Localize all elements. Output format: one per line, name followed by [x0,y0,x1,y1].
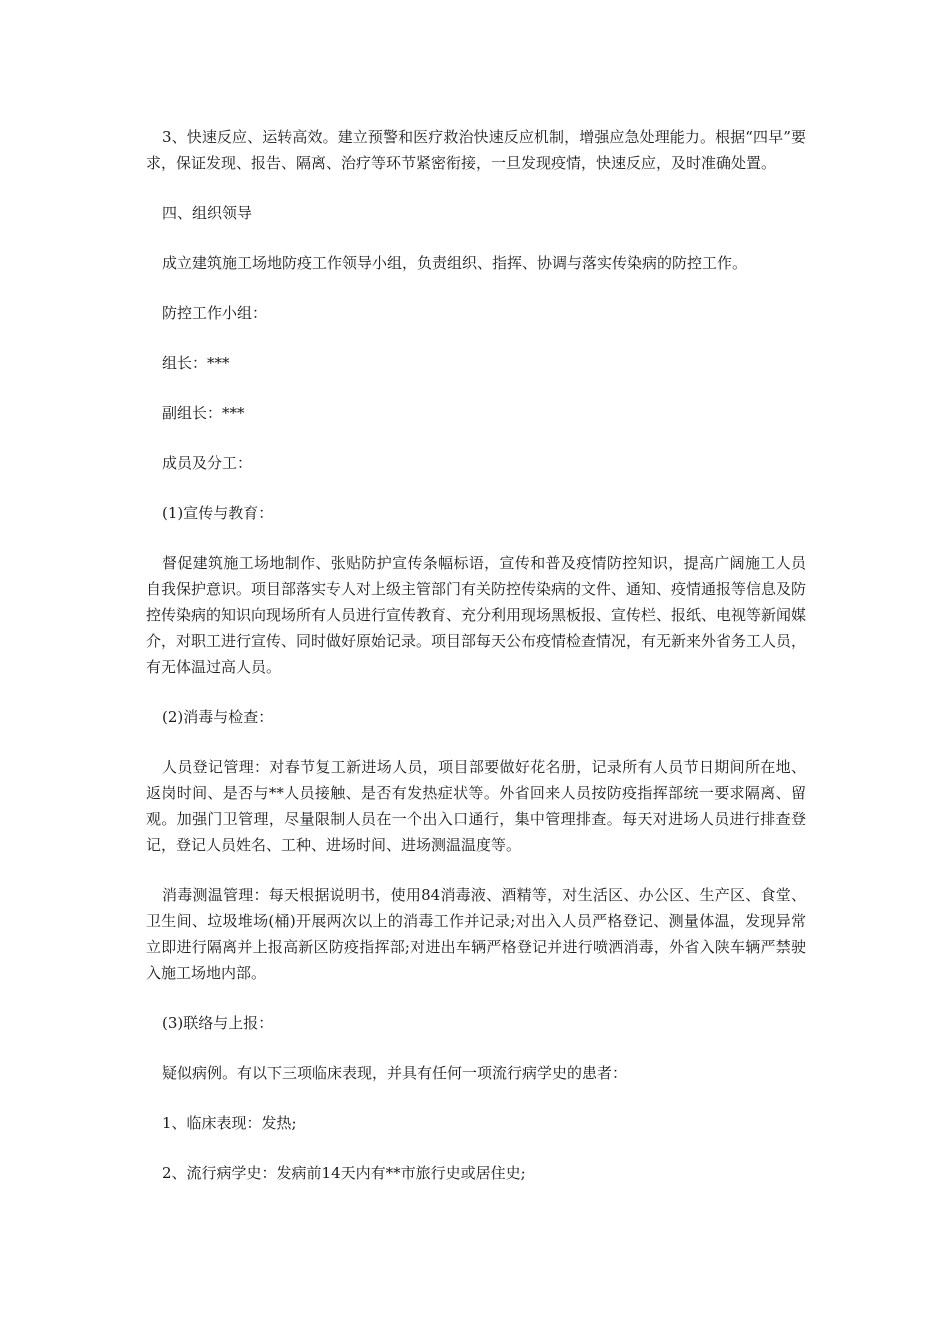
subheading-liaison: (3)联络与上报： [162,1014,274,1032]
paragraph-publicity: 督促建筑施工场地制作、张贴防护宣传条幅标语，宣传和普及疫情防控知识，提高广阔施工人员自我保护意识。项目部落实专人对上级主管部门有关防控传染病的文件、通知、疫情通报等信息及防控传染病的知识向现场所有人员进行宣传教育、充分利用现场黑板报、宣传栏、报纸、电视等新闻媒介，对职工进行宣传、同时做好原始记录。项目部每天公布疫情检查情况，有无新来外省务工人员，有无体温过高人员。 [146,554,807,676]
paragraph-group-leader: 组长：*** [162,354,230,372]
subheading-disinfection: (2)消毒与检查： [162,708,274,726]
paragraph-leading-group: 成立建筑施工场地防疫工作领导小组，负责组织、指挥、协调与落实传染病的防控工作。 [162,254,748,272]
subheading-publicity: (1)宣传与教育： [162,504,274,522]
paragraph-epidemiology: 2、流行病学史：发病前14天内有**市旅行史或居住史; [162,1164,526,1182]
paragraph-clinical: 1、临床表现：发热; [162,1114,297,1132]
paragraph-rapid-response: 3、快速反应、运转高效。建立预警和医疗救治快速反应机制，增强应急处理能力。根据“四早”要求，保证发现、报告、隔离、治疗等环节紧密衔接，一旦发现疫情，快速反应，及时准确处置。 [146,128,806,172]
section-heading-organization: 四、组织领导 [162,204,253,222]
paragraph-deputy-leader: 副组长：*** [162,404,245,422]
paragraph-suspected-case: 疑似病例。有以下三项临床表现，并具有任何一项流行病学史的患者： [162,1064,628,1082]
paragraph-registration: 人员登记管理：对春节复工新进场人员，项目部要做好花名册，记录所有人员节日期间所在地、返岗时间、是否与**人员接触、是否有发热症状等。外省回来人员按防疫指挥部统一要求隔离、留观。加强门卫管理，尽量限制人员在一个出入口通行，集中管理排查。每天对进场人员进行排查登记，登记人员姓名、工种、进场时间、进场测温温度等。 [146,758,806,854]
paragraph-working-group: 防控工作小组： [162,304,268,322]
paragraph-members: 成员及分工： [162,454,253,472]
paragraph-disinfection: 消毒测温管理：每天根据说明书，使用84消毒液、酒精等，对生活区、办公区、生产区、食堂、卫生间、垃圾堆场(桶)开展两次以上的消毒工作并记录;对出入人员严格登记、测量体温，发现异常立即进行隔离并上报高新区防疫指挥部;对进出车辆严格登记并进行喷洒消毒，外省入陕车辆严禁驶入施工场地内部。 [146,886,806,982]
document-body [146,124,806,1210]
